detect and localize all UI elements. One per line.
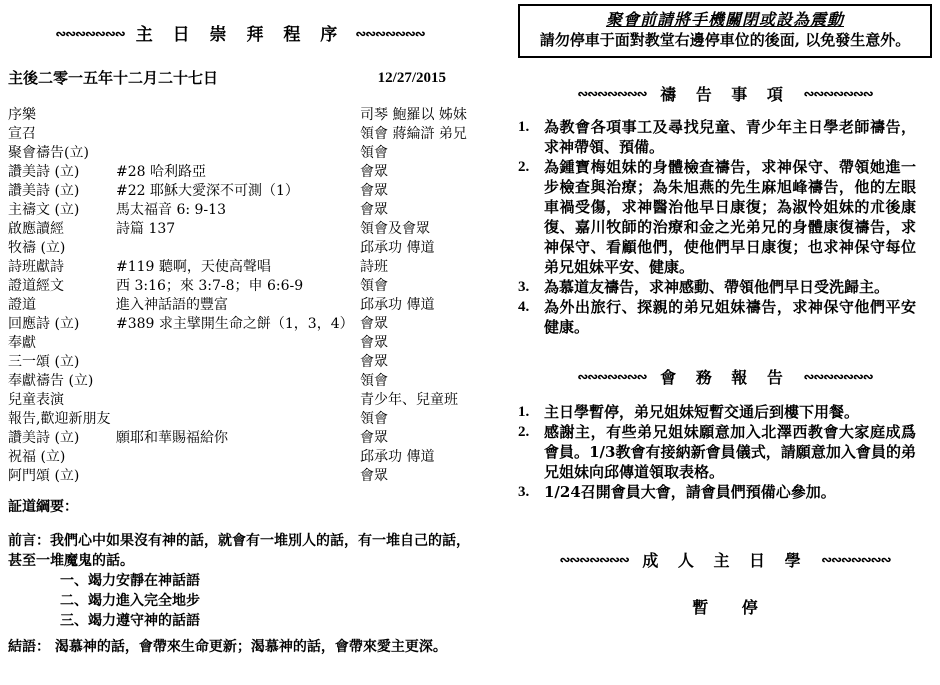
affairs-item-number: 2.	[518, 424, 530, 440]
program-item-detail	[116, 372, 360, 391]
affairs-section-header	[518, 365, 932, 388]
program-item-detail	[116, 467, 360, 486]
program-item-label: 祝福 (立)	[8, 449, 66, 465]
program-item-label: 宣召	[8, 126, 36, 142]
program-row	[8, 353, 472, 372]
scroll-ornament-left: ∾∾∾∾∾∾∾	[577, 87, 647, 102]
program-row	[8, 410, 472, 429]
date-row	[8, 68, 472, 88]
program-item-label: 奉獻	[8, 335, 36, 351]
program-item-detail	[116, 334, 360, 353]
program-item-label: 證道經文	[8, 278, 64, 294]
program-item-label: 讚美詩 (立)	[8, 164, 80, 180]
program-item-person: 邱承功 傳道	[360, 449, 435, 465]
program-item-person: 領會及會眾	[360, 221, 430, 237]
parking-notice: 請勿停車于面對教堂右邊停車位的後面, 以免發生意外。	[539, 31, 911, 49]
program-item-detail: 馬太福音 6: 9-13	[116, 202, 226, 218]
program-row	[8, 106, 472, 125]
prayer-item-number: 1.	[518, 119, 530, 135]
scroll-ornament-right: ∾∾∾∾∾∾∾	[821, 553, 891, 568]
program-item-person: 詩班	[360, 259, 388, 275]
worship-program-header	[8, 24, 472, 48]
program-item-person: 會眾	[360, 430, 388, 446]
prayer-item-text: 為慕道友禱告，求神感動、帶領他們早日受洗歸主。	[544, 278, 890, 296]
program-item-label: 奉獻禱告 (立)	[8, 373, 94, 389]
program-item-detail	[116, 353, 360, 372]
prayer-item	[518, 117, 916, 157]
adult-sunday-school-title: 成 人 主 日 學	[642, 551, 808, 570]
program-item-person: 領會	[360, 373, 388, 389]
scroll-ornament-right: ∾∾∾∾∾∾∾	[355, 27, 425, 42]
program-item-person: 領會	[360, 411, 388, 427]
sermon-outline-point: 二、竭力進入完全地步	[60, 593, 200, 609]
program-item-detail: 西 3:16；來 3:7-8；申 6:6-9	[116, 278, 304, 294]
program-list	[8, 106, 472, 486]
sermon-outline	[8, 498, 472, 657]
program-item-label: 讚美詩 (立)	[8, 430, 80, 446]
phone-notice: 聚會前請將手機關閉或設為震動	[605, 10, 844, 29]
program-item-person: 會眾	[360, 183, 388, 199]
prayer-item-number: 3.	[518, 279, 530, 295]
program-item-person: 領會	[360, 278, 388, 294]
program-row	[8, 182, 472, 201]
affairs-item-number: 1.	[518, 404, 530, 420]
program-item-person: 司琴 鮑羅以 姊妹	[360, 107, 467, 123]
program-row	[8, 125, 472, 144]
program-item-person: 領會	[360, 145, 388, 161]
program-row	[8, 201, 472, 220]
affairs-section-title: 會 務 報 告	[660, 368, 790, 387]
sermon-outline-heading: 証道綱要：	[8, 499, 78, 515]
prayer-item	[518, 277, 916, 297]
program-item-detail	[116, 239, 360, 258]
program-row	[8, 467, 472, 486]
program-item-label: 報告,歡迎新朋友	[8, 411, 111, 427]
program-row	[8, 144, 472, 163]
scroll-ornament-left: ∾∾∾∾∾∾∾	[55, 27, 125, 42]
program-row	[8, 163, 472, 182]
program-item-label: 回應詩 (立)	[8, 316, 80, 332]
prayer-item	[518, 157, 916, 277]
prayer-item-number: 2.	[518, 159, 530, 175]
program-item-person: 會眾	[360, 335, 388, 351]
program-item-person: 會眾	[360, 202, 388, 218]
affairs-item-list	[518, 402, 932, 502]
program-item-person: 邱承功 傳道	[360, 297, 435, 313]
program-item-detail: 願耶和華賜福給你	[116, 430, 228, 446]
affairs-item-text: 主日學暫停，弟兄姐妹短暫交通后到樓下用餐。	[544, 403, 860, 421]
program-item-detail	[116, 448, 360, 467]
program-item-label: 詩班獻詩	[8, 259, 64, 275]
notice-box	[518, 4, 932, 58]
program-item-detail: 詩篇 137	[116, 221, 176, 237]
scroll-ornament-left: ∾∾∾∾∾∾∾	[577, 370, 647, 385]
program-row	[8, 315, 472, 334]
program-item-person: 會眾	[360, 354, 388, 370]
affairs-item-text: 1/24召開會員大會，請會員們預備心參加。	[544, 483, 836, 501]
scroll-ornament-right: ∾∾∾∾∾∾∾	[803, 87, 873, 102]
program-row	[8, 334, 472, 353]
announcements-column	[518, 4, 932, 618]
affairs-item-number: 3.	[518, 484, 530, 500]
program-item-detail: #389 求主擘開生命之餅（1，3，4）	[116, 316, 354, 332]
program-row	[8, 372, 472, 391]
program-item-label: 牧禱 (立)	[8, 240, 66, 256]
affairs-item-text: 感謝主，有些弟兄姐妹願意加入北澤西教會大家庭成爲會員。1/3教會有接納新會員儀式，請願意加入會員的弟兄姐妹向邱傳道領取表格。	[544, 423, 916, 481]
program-row	[8, 296, 472, 315]
adult-sunday-school-header	[518, 548, 932, 571]
prayer-item-number: 4.	[518, 299, 530, 315]
prayer-item-list	[518, 117, 932, 337]
prayer-item-text: 為鍾寶梅姐妹的身體檢查禱告，求神保守、帶領她進一步檢查與治療；為朱旭燕的先生麻旭峰禱告，他的左眼車禍受傷，求神醫治他早日康復；為淑怜姐妹的朮後康復、嘉川牧師的治療和金之光弟兄的身體康復禱告，求神保守、看顧他們，使他們早日康復；也求神保守每位弟兄姐妹平安、健康。	[544, 158, 916, 276]
sermon-outline-point: 一、竭力安靜在神話語	[60, 573, 200, 589]
program-item-label: 證道	[8, 297, 36, 313]
affairs-item	[518, 482, 916, 502]
program-item-label: 讚美詩 (立)	[8, 183, 80, 199]
program-item-detail	[116, 410, 360, 429]
scroll-ornament-left: ∾∾∾∾∾∾∾	[559, 553, 629, 568]
adult-sunday-school-status: 暫 停	[692, 598, 772, 617]
program-item-detail	[116, 144, 360, 163]
program-item-person: 邱承功 傳道	[360, 240, 435, 256]
program-row	[8, 429, 472, 448]
program-row	[8, 277, 472, 296]
program-item-label: 三一頌 (立)	[8, 354, 80, 370]
sermon-outline-intro: 前言：我們心中如果沒有神的話，就會有一堆別人的話，有一堆自己的話，甚至一堆魔鬼的話。	[8, 533, 470, 569]
program-item-detail	[116, 125, 360, 144]
affairs-item	[518, 402, 916, 422]
program-item-label: 主禱文 (立)	[8, 202, 80, 218]
program-item-person: 青少年、兒童班	[360, 392, 458, 408]
program-row	[8, 391, 472, 410]
program-row	[8, 258, 472, 277]
program-item-label: 兒童表演	[8, 392, 64, 408]
program-item-label: 序樂	[8, 107, 36, 123]
sermon-outline-point: 三、竭力遵守神的話語	[60, 613, 200, 629]
program-row	[8, 220, 472, 239]
program-item-label: 啟應讀經	[8, 221, 64, 237]
prayer-section-header	[518, 82, 932, 105]
program-item-person: 會眾	[360, 316, 388, 332]
program-item-label: 聚會禱告(立)	[8, 145, 89, 161]
program-item-detail: #28 哈利路亞	[116, 164, 206, 180]
worship-program-column	[8, 0, 472, 657]
date-chinese: 主後二零一五年十二月二十七日	[8, 69, 219, 87]
program-item-detail	[116, 391, 360, 410]
program-item-detail: #119 聽啊，天使高聲唱	[116, 259, 271, 275]
program-item-label: 阿門頌 (立)	[8, 468, 80, 484]
date-english: 12/27/2015	[377, 70, 446, 86]
prayer-item	[518, 297, 916, 337]
program-row	[8, 448, 472, 467]
affairs-item	[518, 422, 916, 482]
prayer-section-title: 禱 告 事 項	[660, 85, 790, 104]
program-item-detail	[116, 106, 360, 125]
program-item-detail: 進入神話語的豐富	[116, 297, 228, 313]
page-title: 主 日 崇 拜 程 序	[135, 25, 345, 45]
sermon-outline-conclusion: 結語： 渴慕神的話，會帶來生命更新；渴慕神的話，會帶來愛主更深。	[8, 639, 447, 655]
program-item-person: 會眾	[360, 468, 388, 484]
prayer-item-text: 為外出旅行、探親的弟兄姐妹禱告，求神保守他們平安健康。	[544, 298, 916, 336]
prayer-item-text: 為教會各項事工及尋找兒童、青少年主日學老師禱告，求神帶領、預備。	[544, 118, 916, 156]
scroll-ornament-right: ∾∾∾∾∾∾∾	[803, 370, 873, 385]
program-item-person: 領會 蔣綸滸 弟兄	[360, 126, 467, 142]
program-item-detail: #22 耶穌大愛深不可測（1）	[116, 183, 299, 199]
program-row	[8, 239, 472, 258]
program-item-person: 會眾	[360, 164, 388, 180]
sermon-outline-points	[8, 571, 472, 631]
